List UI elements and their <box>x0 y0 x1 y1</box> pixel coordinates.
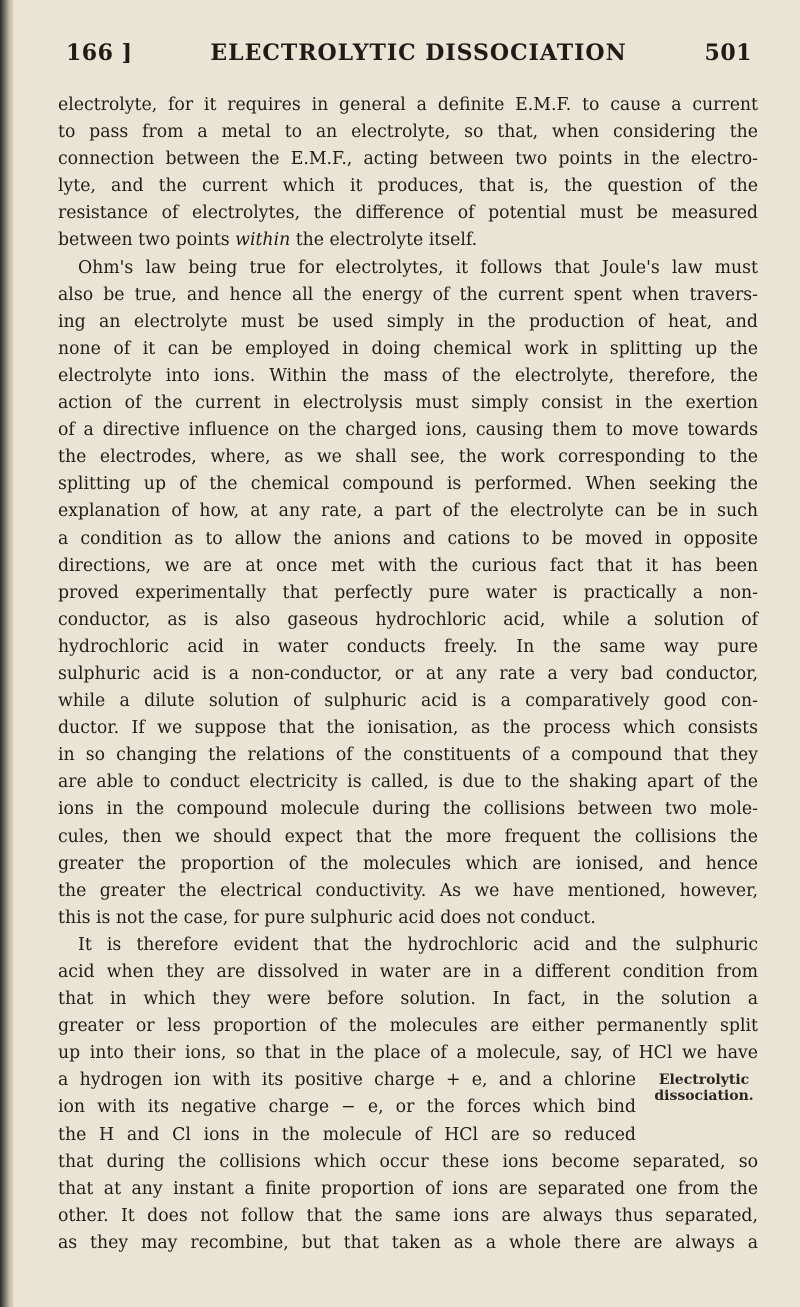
text-line: It is therefore evident that the hydrochloric acid and the sulphuric <box>78 934 758 955</box>
chapter-title: ELECTROLYTIC DISSOCIATION <box>210 40 627 66</box>
text-segment: between two points <box>58 230 236 251</box>
text-line: this is not the case, for pure sulphuric acid does not conduct. <box>58 907 596 928</box>
text-line: a condition as to allow the anions and cations to be moved in opposite <box>58 528 758 549</box>
text-line: greater the proportion of the molecules which are ionised, and hence <box>58 853 758 874</box>
text-line: that in which they were before solution. In fact, in the solution a <box>58 989 758 1010</box>
text-line: also be true, and hence all the energy of the current spent when travers- <box>58 284 758 305</box>
section-number: 166 ] <box>66 40 133 66</box>
text-line: are able to conduct electricity is called, is due to the shaking apart of the <box>58 772 758 793</box>
text-line: electrolyte, for it requires in general a definite E.M.F. to cause a current <box>58 95 758 115</box>
text-line: greater or less proportion of the molecules are either permanently split <box>58 1016 758 1037</box>
text-line: acid when they are dissolved in water are in a different condition from <box>58 962 758 982</box>
paragraph-1 <box>58 92 758 255</box>
text-segment: the electrolyte itself. <box>290 230 478 251</box>
italic-emphasis: within <box>235 230 291 251</box>
text-line: electrolyte into ions. Within the mass of the electrolyte, therefore, the <box>58 365 758 386</box>
text-line: explanation of how, at any rate, a part of the electrolyte can be in such <box>58 501 758 522</box>
text-line: ion with its negative charge − e, or the forces which bind <box>58 1097 636 1118</box>
text-line: directions, we are at once met with the curious fact that it has been <box>58 555 758 576</box>
text-line: sulphuric acid is a non-conductor, or at any rate a very bad conductor, <box>58 663 758 684</box>
text-line: in so changing the relations of the constituents of a compound that they <box>58 745 758 766</box>
margin-note <box>644 1072 764 1104</box>
paragraph-3 <box>58 932 758 1257</box>
text-line: as they may recombine, but that taken as a whole there are always a <box>58 1232 758 1253</box>
text-line: proved experimentally that perfectly pure water is practically a non- <box>58 582 758 603</box>
text-line: the H and Cl ions in the molecule of HCl are so reduced <box>58 1124 636 1145</box>
margin-note-line: Electrolytic <box>658 1071 750 1088</box>
text-line: while a dilute solution of sulphuric acid is a comparatively good con- <box>58 691 758 712</box>
text-line: ing an electrolyte must be used simply in the production of heat, and <box>58 311 758 332</box>
text-line: the electrodes, where, as we shall see, the work corresponding to the <box>58 447 758 468</box>
text-line: splitting up of the chemical compound is performed. When seeking the <box>58 474 758 495</box>
book-page <box>58 40 758 1257</box>
text-line: action of the current in electrolysis must simply consist in the exertion <box>58 393 758 414</box>
text-line: that during the collisions which occur these ions become separated, so <box>58 1151 758 1172</box>
text-line: ions in the compound molecule during the collisions between two mole- <box>58 799 758 820</box>
margin-note-line: dissociation. <box>654 1087 754 1104</box>
running-header <box>58 40 758 80</box>
text-line: a hydrogen ion with its positive charge + e, and a chlorine <box>58 1070 636 1091</box>
book-spine-shadow <box>0 0 14 1307</box>
text-line: conductor, as is also gaseous hydrochloric acid, while a solution of <box>58 609 758 630</box>
text-line: that at any instant a finite proportion of ions are separated one from the <box>58 1178 758 1199</box>
text-line: up into their ions, so that in the place of a molecule, say, of HCl we have <box>58 1043 758 1064</box>
text-line: none of it can be employed in doing chemical work in splitting up the <box>58 338 758 359</box>
body-text <box>58 92 758 1257</box>
text-line: the greater the electrical conductivity. As we have mentioned, however, <box>58 880 758 901</box>
text-line: connection between the E.M.F., acting between two points in the electro- <box>58 149 758 170</box>
text-line <box>58 227 758 254</box>
text-line: Ohm's law being true for electrolytes, it follows that Joule's law must <box>78 257 758 278</box>
paragraph-2 <box>58 255 758 932</box>
text-line: resistance of electrolytes, the difference of potential must be measured <box>58 203 758 224</box>
text-line: ductor. If we suppose that the ionisation, as the process which consists <box>58 718 758 739</box>
text-line: other. It does not follow that the same ions are always thus separated, <box>58 1205 758 1226</box>
text-line: hydrochloric acid in water conducts freely. In the same way pure <box>58 636 758 657</box>
text-line: of a directive influence on the charged ions, causing them to move towards <box>58 420 758 441</box>
page-number: 501 <box>704 40 752 66</box>
text-line: lyte, and the current which it produces, that is, the question of the <box>58 176 758 197</box>
text-line: to pass from a metal to an electrolyte, so that, when considering the <box>58 122 758 143</box>
text-line: cules, then we should expect that the more frequent the collisions the <box>58 826 758 847</box>
